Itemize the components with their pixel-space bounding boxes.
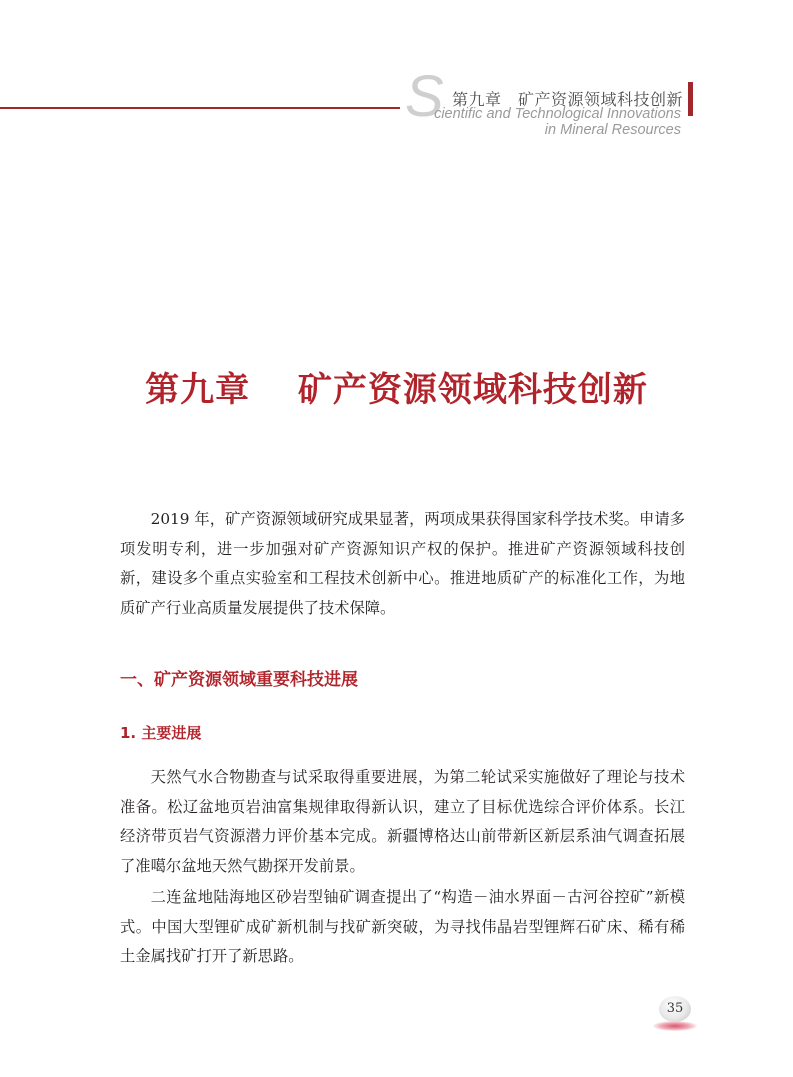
page-number: 35 bbox=[666, 1001, 684, 1016]
running-header-english-line2: in Mineral Resources bbox=[544, 122, 681, 138]
header-rule bbox=[0, 107, 400, 109]
page-number-shadow bbox=[653, 1021, 697, 1031]
section-heading: 一、矿产资源领域重要科技进展 bbox=[120, 670, 358, 690]
intro-paragraph: 2019 年，矿产资源领域研究成果显著，两项成果获得国家科学技术奖。申请多项发明专利，进一步加强对矿产资源知识产权的保护。推进矿产资源领域科技创新，建设多个重点实验室和工程技术创新中心。推进地质矿产的标准化工作，为地质矿产行业高质量发展提供了技术保障。 bbox=[120, 510, 685, 617]
header-initial-letter: S bbox=[405, 64, 444, 129]
running-header-english-line1: cientific and Technological Innovations bbox=[434, 106, 681, 122]
body-paragraph-2: 二连盆地陆海地区砂岩型铀矿调查提出了“构造－油水界面－古河谷控矿”新模式。中国大型锂矿成矿新机制与找矿新突破，为寻找伟晶岩型锂辉石矿床、稀有稀土金属找矿打开了新思路。 bbox=[120, 888, 685, 965]
page-number-badge bbox=[653, 993, 699, 1033]
body-paragraph-1: 天然气水合物勘查与试采取得重要进展，为第二轮试采实施做好了理论与技术准备。松辽盆地页岩油富集规律取得新认识，建立了目标优选综合评价体系。长江经济带页岩气资源潜力评价基本完成。新疆博格达山前带新区新层系油气调查拓展了准噶尔盆地天然气勘探开发前景。 bbox=[120, 768, 685, 875]
header-accent-bar bbox=[688, 82, 693, 116]
running-header-chapter: 第九章 矿产资源领域科技创新 bbox=[452, 90, 684, 109]
sub-heading: 1. 主要进展 bbox=[120, 724, 202, 742]
chapter-title: 第九章 矿产资源领域科技创新 bbox=[145, 370, 648, 410]
